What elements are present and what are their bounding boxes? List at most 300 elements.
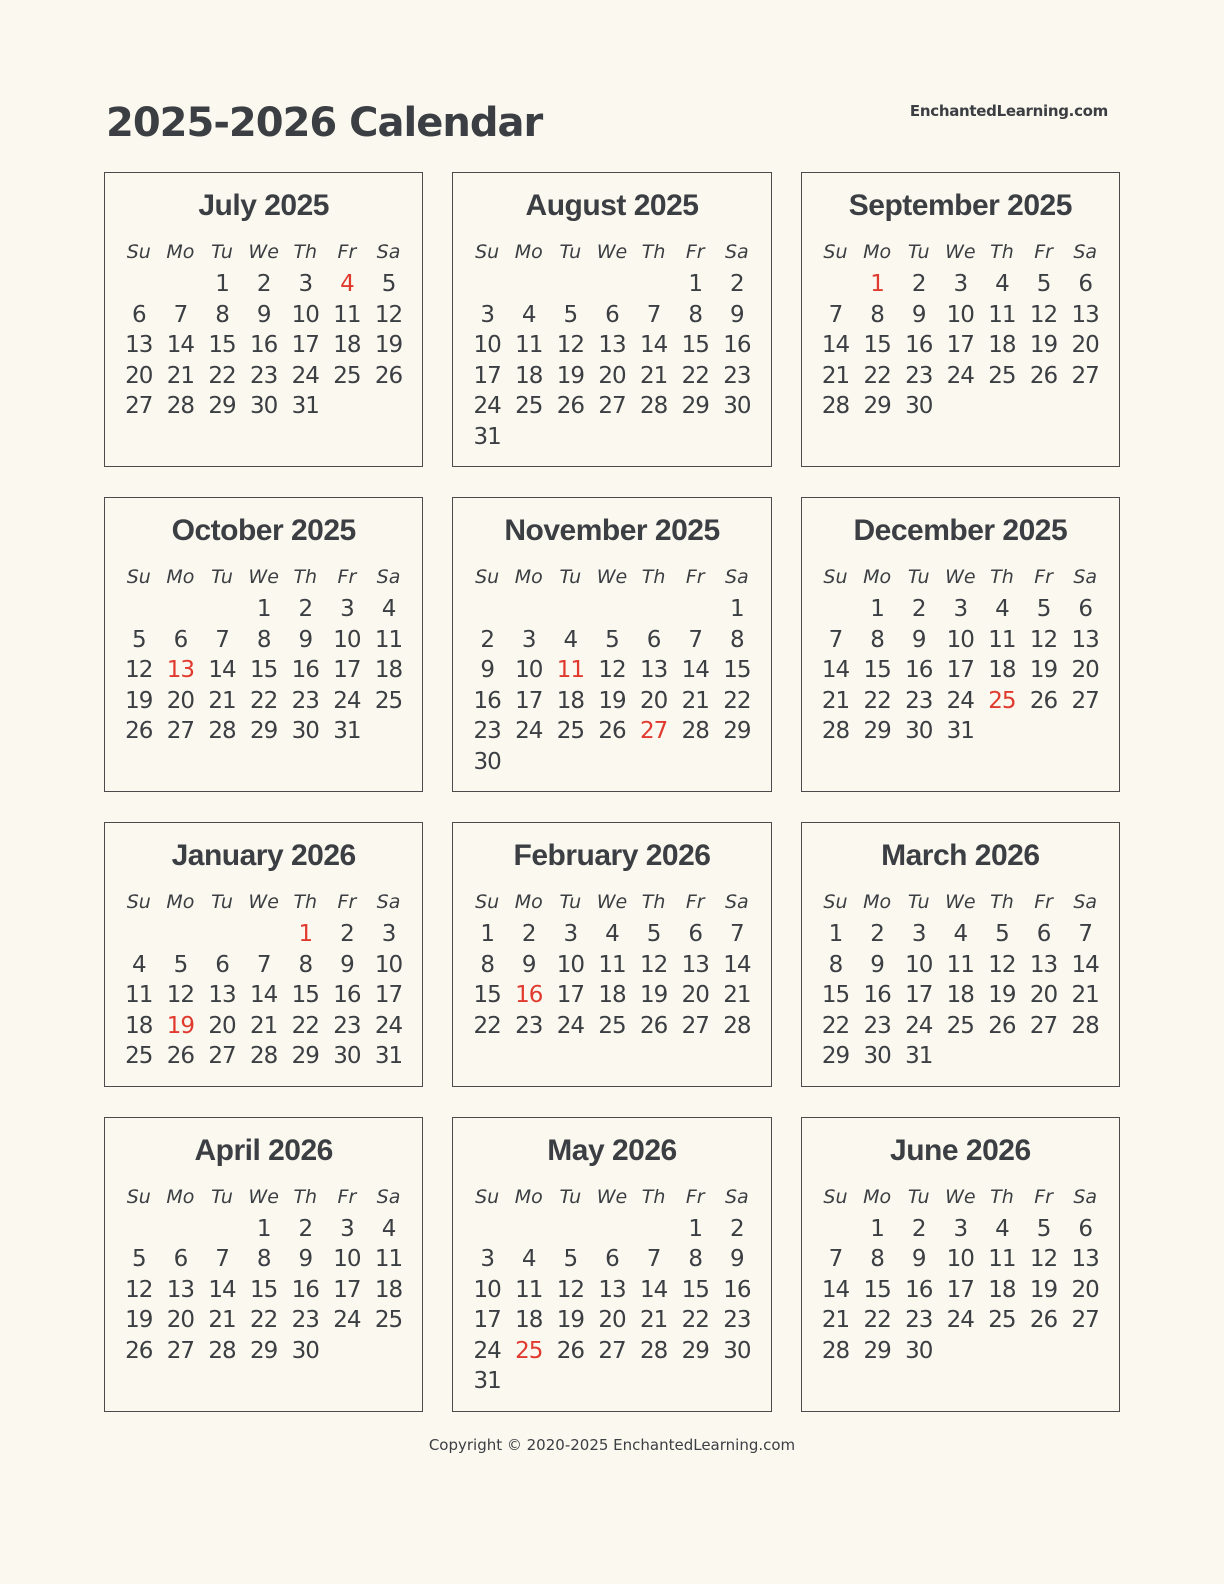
date-cell: 23 — [291, 687, 319, 714]
date-cell: 28 — [821, 1337, 850, 1364]
date-cell: 14 — [1071, 951, 1099, 978]
date-cell: 1 — [688, 1215, 703, 1242]
date-cell: 8 — [688, 301, 703, 328]
day-of-week-header: We — [248, 566, 279, 588]
date-cell: 20 — [639, 687, 668, 714]
date-cell: 27 — [598, 393, 626, 419]
date-cell: 24 — [946, 362, 974, 389]
day-of-week-header: Th — [990, 891, 1014, 913]
date-cell: 15 — [681, 332, 709, 358]
date-cell: 11 — [374, 1246, 403, 1272]
dates-grid — [466, 1214, 757, 1397]
date-cell: 20 — [1071, 332, 1099, 358]
date-cell: 18 — [374, 657, 403, 683]
day-of-week-header: Th — [990, 1185, 1014, 1208]
date-cell: 12 — [639, 951, 668, 978]
date-cell: 25 — [515, 393, 543, 419]
empty-date-cell — [633, 269, 675, 300]
date-cell: 5 — [1036, 271, 1051, 297]
date-cell: 30 — [473, 748, 501, 775]
date-cell: 7 — [215, 626, 229, 653]
date-cell: 20 — [1071, 657, 1099, 683]
date-cell: 10 — [333, 626, 361, 653]
month-box-may-2026 — [452, 1117, 771, 1412]
date-cell: 10 — [473, 332, 501, 358]
date-cell: 17 — [374, 982, 403, 1008]
date-cell: 29 — [681, 1337, 709, 1364]
date-cell: 29 — [250, 1337, 278, 1364]
date-cell: 27 — [1071, 1307, 1099, 1333]
date-cell: 26 — [639, 1012, 668, 1039]
date-cell: 9 — [911, 626, 926, 653]
empty-date-cell — [550, 594, 592, 625]
holiday-date-cell: 1 — [298, 921, 313, 947]
date-cell: 7 — [215, 1246, 229, 1272]
date-cell: 21 — [723, 982, 751, 1008]
date-cell: 10 — [946, 301, 974, 328]
date-cell: 11 — [946, 951, 974, 978]
day-of-week-header: Mo — [514, 241, 543, 263]
date-cell: 12 — [125, 657, 153, 683]
date-cell: 1 — [828, 921, 843, 947]
date-cell: 16 — [291, 1276, 319, 1303]
date-cell: 28 — [639, 393, 668, 419]
date-cell: 24 — [905, 1012, 933, 1039]
day-of-week-header: Fr — [1034, 1185, 1053, 1208]
date-cell: 28 — [208, 1337, 236, 1364]
date-cell: 15 — [723, 657, 751, 683]
date-cell: 15 — [250, 657, 278, 683]
date-cell: 9 — [730, 301, 744, 328]
day-of-week-header: Tu — [211, 891, 233, 913]
date-cell: 13 — [166, 1276, 195, 1303]
holiday-date-cell: 11 — [556, 657, 584, 683]
date-cell: 29 — [291, 1043, 319, 1069]
date-cell: 6 — [1078, 271, 1092, 297]
month-box-april-2026 — [104, 1117, 423, 1412]
date-cell: 7 — [828, 301, 843, 328]
date-cell: 13 — [1029, 951, 1058, 978]
day-of-week-header: Fr — [685, 1185, 705, 1208]
empty-date-cell — [815, 1214, 857, 1245]
date-cell: 5 — [131, 1246, 146, 1272]
date-cell: 8 — [256, 626, 271, 653]
date-cell: 19 — [125, 687, 153, 714]
date-cell: 18 — [556, 687, 584, 714]
date-cell: 21 — [821, 1307, 850, 1333]
day-of-week-header: Tu — [907, 1185, 930, 1208]
date-cell: 1 — [480, 921, 494, 947]
site-brand: EnchantedLearning.com — [909, 102, 1108, 120]
day-of-week-header: Tu — [559, 566, 582, 588]
date-cell: 25 — [374, 687, 403, 714]
date-cell: 12 — [1029, 301, 1058, 328]
empty-date-cell — [466, 1214, 508, 1245]
date-cell: 1 — [730, 596, 744, 622]
date-cell: 24 — [946, 687, 974, 714]
date-cell: 18 — [515, 1307, 543, 1333]
date-cell: 17 — [515, 687, 543, 714]
date-cell: 7 — [646, 301, 661, 328]
date-cell: 10 — [946, 626, 974, 653]
date-cell: 30 — [333, 1043, 361, 1069]
date-cell: 10 — [515, 657, 543, 683]
date-cell: 22 — [291, 1012, 319, 1039]
day-of-week-header: Tu — [559, 1185, 582, 1208]
date-cell: 5 — [381, 271, 396, 297]
date-cell: 16 — [291, 657, 319, 683]
date-cell: 19 — [556, 362, 584, 389]
date-cell: 21 — [166, 362, 195, 389]
date-cell: 24 — [515, 718, 543, 744]
date-cell: 24 — [946, 1307, 974, 1333]
day-of-week-header: Su — [475, 1185, 500, 1208]
day-of-week-header: We — [248, 1185, 279, 1208]
day-of-week-row — [815, 562, 1106, 592]
date-cell: 23 — [863, 1012, 891, 1039]
date-cell: 11 — [515, 332, 543, 358]
date-cell: 4 — [381, 1215, 396, 1242]
date-cell: 5 — [995, 921, 1009, 947]
date-cell: 3 — [340, 1215, 354, 1242]
date-cell: 17 — [946, 657, 974, 683]
date-cell: 14 — [208, 657, 236, 683]
day-of-week-header: Mo — [514, 891, 543, 913]
date-cell: 26 — [988, 1012, 1016, 1039]
date-cell: 10 — [291, 301, 319, 328]
date-cell: 14 — [639, 1276, 668, 1303]
empty-date-cell — [201, 919, 243, 950]
empty-date-cell — [550, 269, 592, 300]
date-cell: 8 — [215, 301, 229, 328]
day-of-week-header: Th — [990, 566, 1014, 588]
day-of-week-header: Sa — [376, 241, 401, 263]
date-cell: 19 — [125, 1307, 153, 1333]
date-cell: 29 — [681, 393, 709, 419]
date-cell: 7 — [256, 951, 271, 978]
date-cell: 2 — [730, 1215, 744, 1242]
day-of-week-row — [466, 887, 757, 917]
date-cell: 14 — [821, 1276, 850, 1303]
date-cell: 7 — [173, 301, 188, 328]
date-cell: 10 — [556, 951, 584, 978]
date-cell: 19 — [598, 687, 626, 714]
date-cell: 11 — [374, 626, 403, 653]
day-of-week-row — [118, 237, 409, 267]
date-cell: 20 — [598, 362, 626, 389]
date-cell: 29 — [821, 1043, 850, 1069]
date-cell: 20 — [1071, 1276, 1099, 1303]
month-box-february-2026 — [452, 822, 771, 1087]
date-cell: 29 — [723, 718, 751, 744]
date-cell: 9 — [870, 951, 884, 978]
date-cell: 4 — [563, 626, 578, 653]
date-cell: 13 — [681, 951, 709, 978]
day-of-week-header: Tu — [907, 241, 930, 263]
day-of-week-header: Sa — [1073, 1185, 1098, 1208]
date-cell: 23 — [515, 1012, 543, 1039]
date-cell: 4 — [381, 596, 396, 622]
date-cell: 17 — [473, 1307, 501, 1333]
date-cell: 31 — [473, 1368, 501, 1394]
date-cell: 26 — [1029, 687, 1058, 714]
empty-date-cell — [160, 1214, 202, 1245]
date-cell: 18 — [988, 332, 1016, 358]
date-cell: 29 — [250, 718, 278, 744]
day-of-week-header: We — [596, 566, 628, 588]
date-cell: 6 — [215, 951, 229, 978]
date-cell: 31 — [291, 393, 319, 419]
date-cell: 23 — [905, 362, 933, 389]
date-cell: 7 — [646, 1246, 661, 1272]
empty-date-cell — [508, 594, 550, 625]
empty-date-cell — [674, 594, 716, 625]
date-cell: 10 — [374, 951, 403, 978]
date-cell: 23 — [723, 1307, 751, 1333]
day-of-week-header: Fr — [685, 241, 705, 263]
date-cell: 12 — [556, 332, 584, 358]
date-cell: 26 — [1029, 362, 1058, 389]
date-cell: 11 — [988, 1246, 1016, 1272]
date-cell: 23 — [250, 362, 278, 389]
day-of-week-header: Mo — [166, 566, 195, 588]
month-box-july-2025 — [104, 172, 423, 467]
date-cell: 24 — [333, 1307, 361, 1333]
date-cell: 1 — [870, 1215, 884, 1242]
date-cell: 31 — [946, 718, 974, 744]
day-of-week-header: Su — [126, 1185, 151, 1208]
date-cell: 22 — [250, 1307, 278, 1333]
holiday-date-cell: 13 — [166, 657, 195, 683]
date-cell: 12 — [1029, 626, 1058, 653]
empty-date-cell — [160, 919, 202, 950]
date-cell: 19 — [639, 982, 668, 1008]
empty-date-cell — [591, 1214, 633, 1245]
date-cell: 11 — [125, 982, 153, 1008]
date-cell: 11 — [515, 1276, 543, 1303]
date-cell: 6 — [1036, 921, 1051, 947]
month-box-november-2025 — [452, 497, 771, 792]
date-cell: 14 — [821, 332, 850, 358]
month-box-december-2025 — [801, 497, 1120, 792]
holiday-date-cell: 25 — [988, 687, 1016, 714]
date-cell: 15 — [291, 982, 319, 1008]
date-cell: 27 — [1071, 687, 1099, 714]
date-cell: 27 — [598, 1337, 626, 1364]
date-cell: 4 — [521, 1246, 536, 1272]
day-of-week-row — [815, 237, 1106, 267]
day-of-week-header: Tu — [559, 891, 582, 913]
day-of-week-header: Mo — [166, 1185, 195, 1208]
holiday-date-cell: 27 — [639, 718, 668, 744]
date-cell: 26 — [1029, 1307, 1058, 1333]
holiday-date-cell: 1 — [870, 271, 884, 297]
date-cell: 24 — [291, 362, 319, 389]
date-cell: 5 — [646, 921, 661, 947]
date-cell: 14 — [639, 332, 668, 358]
date-cell: 6 — [646, 626, 661, 653]
day-of-week-header: Sa — [376, 1185, 401, 1208]
date-cell: 15 — [208, 332, 236, 358]
date-cell: 20 — [166, 1307, 195, 1333]
date-cell: 29 — [863, 393, 891, 419]
date-cell: 1 — [215, 271, 229, 297]
date-cell: 28 — [681, 718, 709, 744]
date-cell: 26 — [598, 718, 626, 744]
date-cell: 9 — [256, 301, 271, 328]
date-cell: 23 — [905, 687, 933, 714]
day-of-week-header: Th — [641, 566, 666, 588]
day-of-week-header: Tu — [211, 241, 233, 263]
empty-date-cell — [118, 594, 160, 625]
month-box-january-2026 — [104, 822, 423, 1087]
date-cell: 15 — [473, 982, 501, 1008]
date-cell: 3 — [381, 921, 396, 947]
day-of-week-header: Tu — [907, 566, 930, 588]
date-cell: 13 — [639, 657, 668, 683]
empty-date-cell — [815, 269, 857, 300]
date-cell: 1 — [256, 596, 271, 622]
date-cell: 18 — [515, 362, 543, 389]
date-cell: 6 — [1078, 596, 1092, 622]
date-cell: 24 — [374, 1012, 403, 1039]
day-of-week-header: Th — [293, 891, 318, 913]
date-cell: 22 — [681, 1307, 709, 1333]
day-of-week-header: Th — [990, 241, 1014, 263]
date-cell: 24 — [473, 393, 501, 419]
date-cell: 9 — [480, 657, 494, 683]
date-cell: 30 — [291, 718, 319, 744]
date-cell: 17 — [946, 332, 974, 358]
date-cell: 24 — [556, 1012, 584, 1039]
date-cell: 24 — [473, 1337, 501, 1364]
day-of-week-header: Th — [641, 891, 666, 913]
day-of-week-header: We — [945, 891, 976, 913]
date-cell: 25 — [598, 1012, 626, 1039]
date-cell: 6 — [605, 301, 619, 328]
day-of-week-header: Su — [475, 891, 500, 913]
date-cell: 22 — [821, 1012, 850, 1039]
date-cell: 21 — [1071, 982, 1099, 1008]
date-cell: 22 — [723, 687, 751, 714]
page-title: 2025-2026 Calendar — [106, 100, 543, 146]
date-cell: 16 — [333, 982, 361, 1008]
date-cell: 17 — [291, 332, 319, 358]
empty-date-cell — [118, 269, 160, 300]
date-cell: 28 — [723, 1012, 751, 1039]
month-title: February 2026 — [513, 839, 711, 872]
day-of-week-header: Fr — [685, 566, 705, 588]
date-cell: 29 — [863, 718, 891, 744]
day-of-week-header: We — [596, 241, 628, 263]
date-cell: 10 — [473, 1276, 501, 1303]
day-of-week-header: Tu — [211, 1185, 233, 1208]
day-of-week-header: Mo — [514, 566, 543, 588]
date-cell: 30 — [250, 393, 278, 419]
date-cell: 16 — [723, 332, 751, 358]
date-cell: 6 — [173, 1246, 188, 1272]
date-cell: 15 — [821, 982, 850, 1008]
date-cell: 28 — [639, 1337, 668, 1364]
dates-grid — [118, 594, 409, 747]
date-cell: 19 — [988, 982, 1016, 1008]
date-cell: 14 — [250, 982, 278, 1008]
date-cell: 18 — [988, 657, 1016, 683]
dates-grid — [118, 1214, 409, 1367]
date-cell: 5 — [563, 1246, 578, 1272]
date-cell: 5 — [1036, 596, 1051, 622]
date-cell: 13 — [1071, 626, 1099, 653]
date-cell: 2 — [298, 596, 313, 622]
date-cell: 4 — [131, 951, 146, 978]
date-cell: 12 — [125, 1276, 153, 1303]
date-cell: 31 — [473, 423, 501, 450]
date-cell: 22 — [863, 1307, 891, 1333]
date-cell: 13 — [598, 1276, 626, 1303]
day-of-week-row — [118, 562, 409, 592]
date-cell: 30 — [291, 1337, 319, 1364]
month-title: January 2026 — [171, 839, 356, 872]
date-cell: 28 — [1071, 1012, 1099, 1039]
date-cell: 27 — [166, 718, 195, 744]
day-of-week-header: Th — [293, 1185, 318, 1208]
date-cell: 17 — [905, 982, 933, 1008]
date-cell: 13 — [1071, 301, 1099, 328]
date-cell: 12 — [374, 301, 403, 328]
empty-date-cell — [118, 1214, 160, 1245]
day-of-week-header: We — [945, 1185, 976, 1208]
date-cell: 30 — [863, 1043, 891, 1069]
date-cell: 7 — [828, 626, 843, 653]
date-cell: 23 — [723, 362, 751, 389]
date-cell: 20 — [125, 362, 153, 389]
date-cell: 31 — [333, 718, 361, 744]
date-cell: 26 — [125, 1337, 153, 1364]
date-cell: 20 — [208, 1012, 236, 1039]
day-of-week-row — [466, 237, 757, 267]
date-cell: 7 — [730, 921, 744, 947]
date-cell: 17 — [556, 982, 584, 1008]
date-cell: 28 — [821, 393, 850, 419]
date-cell: 23 — [905, 1307, 933, 1333]
date-cell: 2 — [911, 1215, 926, 1242]
date-cell: 25 — [946, 1012, 974, 1039]
day-of-week-row — [466, 562, 757, 592]
date-cell: 16 — [473, 687, 501, 714]
date-cell: 10 — [905, 951, 933, 978]
day-of-week-header: Mo — [514, 1185, 543, 1208]
date-cell: 14 — [166, 332, 195, 358]
day-of-week-header: Su — [126, 241, 151, 263]
day-of-week-header: Tu — [907, 891, 930, 913]
month-title: November 2025 — [504, 514, 720, 547]
date-cell: 18 — [988, 1276, 1016, 1303]
date-cell: 8 — [870, 626, 884, 653]
date-cell: 28 — [166, 393, 195, 419]
date-cell: 2 — [480, 626, 494, 653]
copyright-text: Copyright © 2020-2025 EnchantedLearning.com — [428, 1435, 796, 1454]
date-cell: 23 — [291, 1307, 319, 1333]
dates-grid — [466, 594, 757, 777]
day-of-week-header: Sa — [724, 241, 749, 263]
day-of-week-header: Mo — [863, 891, 892, 913]
day-of-week-header: Sa — [1073, 566, 1098, 588]
date-cell: 3 — [298, 271, 313, 297]
date-cell: 22 — [681, 362, 709, 389]
empty-date-cell — [815, 594, 857, 625]
date-cell: 2 — [730, 271, 744, 297]
date-cell: 29 — [863, 1337, 891, 1364]
